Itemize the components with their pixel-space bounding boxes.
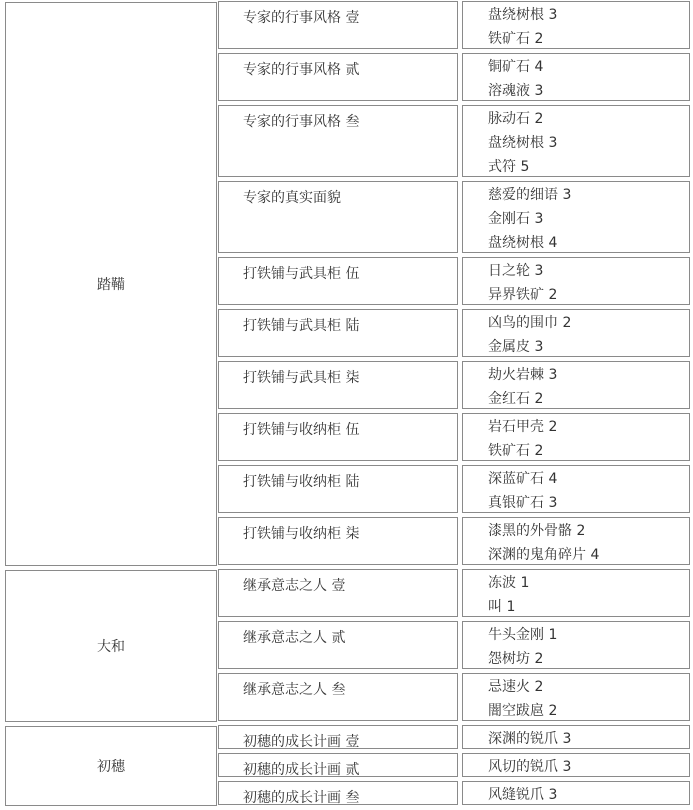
task-cell — [218, 53, 458, 101]
material-item: 冻波 1 — [488, 575, 530, 591]
group-name-cell — [5, 570, 217, 722]
task-name: 打铁铺与收纳柜 伍 — [243, 422, 360, 438]
materials-cell — [462, 53, 690, 101]
task-cell — [218, 673, 458, 721]
material-item: 深渊的鬼角碎片 4 — [488, 547, 600, 563]
task-name: 打铁铺与武具柜 伍 — [243, 266, 360, 282]
task-cell — [218, 725, 458, 749]
material-item: 岩石甲壳 2 — [488, 419, 558, 435]
material-item: 叫 1 — [488, 599, 516, 615]
material-item: 牛头金刚 1 — [488, 627, 558, 643]
material-item: 闇空跋扈 2 — [488, 703, 558, 719]
material-item: 铁矿石 2 — [488, 443, 544, 459]
task-name: 继承意志之人 壹 — [243, 578, 346, 594]
task-cell — [218, 257, 458, 305]
task-name: 打铁铺与收纳柜 柒 — [243, 526, 360, 542]
materials-cell — [462, 257, 690, 305]
materials-cell — [462, 465, 690, 513]
material-item: 日之轮 3 — [488, 263, 544, 279]
task-cell — [218, 569, 458, 617]
materials-cell — [462, 1, 690, 49]
task-name: 专家的行事风格 壹 — [243, 10, 360, 26]
task-cell — [218, 181, 458, 253]
material-item: 脉动石 2 — [488, 111, 544, 127]
materials-cell — [462, 517, 690, 565]
material-item: 金属皮 3 — [488, 339, 544, 355]
group-name: 踏鞴 — [97, 277, 125, 293]
task-name: 初穗的成长计画 叁 — [243, 790, 360, 806]
task-cell — [218, 361, 458, 409]
material-item: 凶鸟的围巾 2 — [488, 315, 572, 331]
material-item: 金刚石 3 — [488, 211, 544, 227]
material-item: 金红石 2 — [488, 391, 544, 407]
materials-cell — [462, 621, 690, 669]
material-item: 风切的锐爪 3 — [488, 759, 572, 775]
task-cell — [218, 753, 458, 777]
group-name-cell — [5, 726, 217, 806]
task-name: 继承意志之人 叁 — [243, 682, 346, 698]
materials-cell — [462, 569, 690, 617]
material-item: 盘绕树根 3 — [488, 135, 558, 151]
material-item: 真银矿石 3 — [488, 495, 558, 511]
task-name: 专家的真实面貌 — [243, 190, 341, 206]
group-name-cell — [5, 2, 217, 566]
materials-cell — [462, 309, 690, 357]
materials-cell — [462, 413, 690, 461]
material-item: 深渊的锐爪 3 — [488, 731, 572, 747]
material-item: 怨树坊 2 — [488, 651, 544, 667]
task-name: 专家的行事风格 贰 — [243, 62, 360, 78]
task-name: 继承意志之人 贰 — [243, 630, 346, 646]
task-cell — [218, 781, 458, 805]
task-name: 打铁铺与武具柜 柒 — [243, 370, 360, 386]
task-name: 打铁铺与收纳柜 陆 — [243, 474, 360, 490]
material-item: 盘绕树根 4 — [488, 235, 558, 251]
material-item: 忌速火 2 — [488, 679, 544, 695]
material-item: 铁矿石 2 — [488, 31, 544, 47]
materials-cell — [462, 105, 690, 177]
materials-cell — [462, 673, 690, 721]
materials-cell — [462, 781, 690, 805]
material-item: 深蓝矿石 4 — [488, 471, 558, 487]
materials-cell — [462, 753, 690, 777]
task-name: 初穗的成长计画 壹 — [243, 734, 360, 750]
material-item: 式符 5 — [488, 159, 530, 175]
material-item: 慈爱的细语 3 — [488, 187, 572, 203]
task-cell — [218, 517, 458, 565]
task-cell — [218, 105, 458, 177]
material-item: 盘绕树根 3 — [488, 7, 558, 23]
task-cell — [218, 465, 458, 513]
task-name: 专家的行事风格 叁 — [243, 114, 360, 130]
task-name: 打铁铺与武具柜 陆 — [243, 318, 360, 334]
task-name: 初穗的成长计画 贰 — [243, 762, 360, 778]
group-name: 大和 — [97, 639, 125, 655]
material-item: 风缝锐爪 3 — [488, 787, 558, 803]
task-cell — [218, 1, 458, 49]
task-cell — [218, 621, 458, 669]
materials-cell — [462, 361, 690, 409]
materials-cell — [462, 725, 690, 749]
material-item: 异界铁矿 2 — [488, 287, 558, 303]
task-cell — [218, 309, 458, 357]
group-name: 初穗 — [97, 759, 125, 775]
materials-cell — [462, 181, 690, 253]
material-item: 铜矿石 4 — [488, 59, 544, 75]
task-cell — [218, 413, 458, 461]
material-item: 溶魂液 3 — [488, 83, 544, 99]
material-item: 劫火岩棘 3 — [488, 367, 558, 383]
material-item: 漆黑的外骨骼 2 — [488, 523, 586, 539]
